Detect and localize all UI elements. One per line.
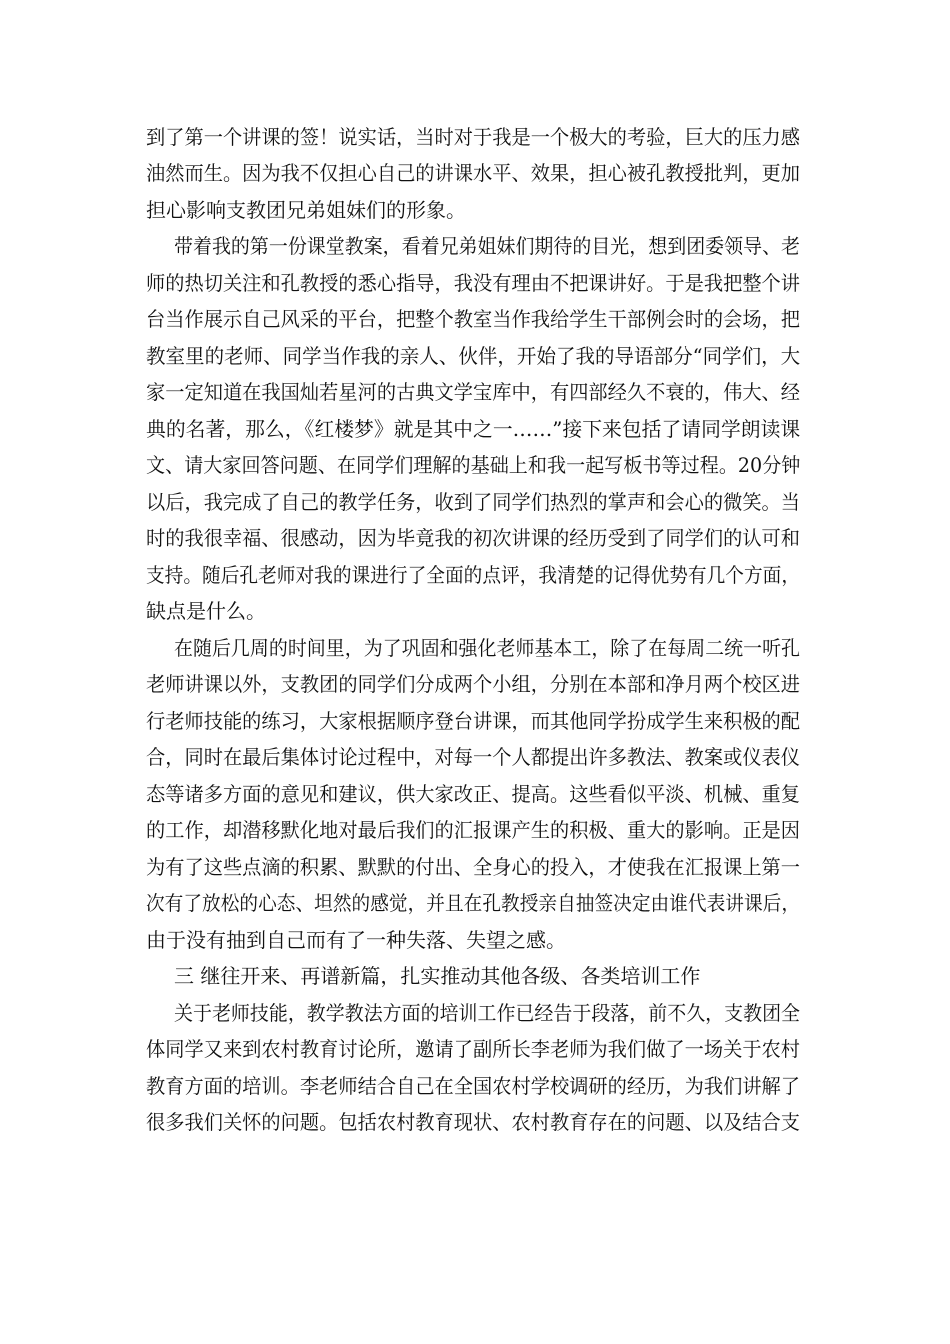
text-line: 时的我很幸福、很感动，因为毕竟我的初次讲课的经历受到了同学们的认可和 — [146, 526, 801, 550]
text-line: 文、请大家回答问题、在同学们理解的基础上和我一起写板书等过程。20分钟 — [146, 453, 801, 477]
text-line: 担心影响支教团兄弟姐妹们的形象。 — [146, 198, 466, 222]
text-line: 合，同时在最后集体讨论过程中，对每一个人都提出许多教法、教案或仪表仪 — [146, 745, 801, 769]
text-line: 老师讲课以外，支教团的同学们分成两个小组，分别在本部和净月两个校区进 — [146, 672, 801, 696]
text-line: 油然而生。因为我不仅担心自己的讲课水平、效果，担心被孔教授批判，更加 — [146, 161, 801, 185]
section-heading: 三 继往开来、再谱新篇，扎实推动其他各级、各类培训工作 — [174, 964, 701, 988]
text-line: 师的热切关注和孔教授的悉心指导，我没有理由不把课讲好。于是我把整个讲 — [146, 271, 801, 295]
text-line: 支持。随后孔老师对我的课进行了全面的点评，我清楚的记得优势有几个方面， — [146, 563, 801, 587]
text-line: 到了第一个讲课的签！说实话，当时对于我是一个极大的考验，巨大的压力感 — [146, 125, 801, 149]
text-line: 行老师技能的练习，大家根据顺序登台讲课，而其他同学扮成学生来积极的配 — [146, 709, 801, 733]
text-line: 次有了放松的心态、坦然的感觉，并且在孔教授亲自抽签决定由谁代表讲课后， — [146, 891, 801, 915]
text-line: 为有了这些点滴的积累、默默的付出、全身心的投入，才使我在汇报课上第一 — [146, 855, 801, 879]
text-line: 以后，我完成了自己的教学任务，收到了同学们热烈的掌声和会心的微笑。当 — [146, 490, 801, 514]
text-line: 教室里的老师、同学当作我的亲人、伙伴，开始了我的导语部分“同学们，大 — [146, 344, 801, 368]
paragraph-first-line: 带着我的第一份课堂教案，看着兄弟姐妹们期待的目光，想到团委领导、老 — [174, 234, 801, 258]
text-line: 态等诸多方面的意见和建议，供大家改正、提高。这些看似平淡、机械、重复 — [146, 782, 801, 806]
text-line: 台当作展示自己风采的平台，把整个教室当作我给学生干部例会时的会场，把 — [146, 307, 801, 331]
text-line: 的工作，却潜移默化地对最后我们的汇报课产生的积极、重大的影响。正是因 — [146, 818, 801, 842]
text-line: 很多我们关怀的问题。包括农村教育现状、农村教育存在的问题、以及结合支 — [146, 1110, 801, 1134]
text-line: 教育方面的培训。李老师结合自己在全国农村学校调研的经历，为我们讲解了 — [146, 1074, 801, 1098]
text-line: 典的名著，那么，《红楼梦》就是其中之一……”接下来包括了请同学朗读课 — [146, 417, 801, 441]
text-line: 体同学又来到农村教育讨论所，邀请了副所长李老师为我们做了一场关于农村 — [146, 1037, 801, 1061]
text-line: 家一定知道在我国灿若星河的古典文学宝库中，有四部经久不衰的，伟大、经 — [146, 380, 801, 404]
paragraph-first-line: 关于老师技能，教学教法方面的培训工作已经告于段落，前不久，支教团全 — [174, 1001, 801, 1025]
text-line: 由于没有抽到自己而有了一种失落、失望之感。 — [146, 928, 566, 952]
text-line: 缺点是什么。 — [146, 599, 266, 623]
paragraph-first-line: 在随后几周的时间里，为了巩固和强化老师基本工，除了在每周二统一听孔 — [174, 636, 801, 660]
